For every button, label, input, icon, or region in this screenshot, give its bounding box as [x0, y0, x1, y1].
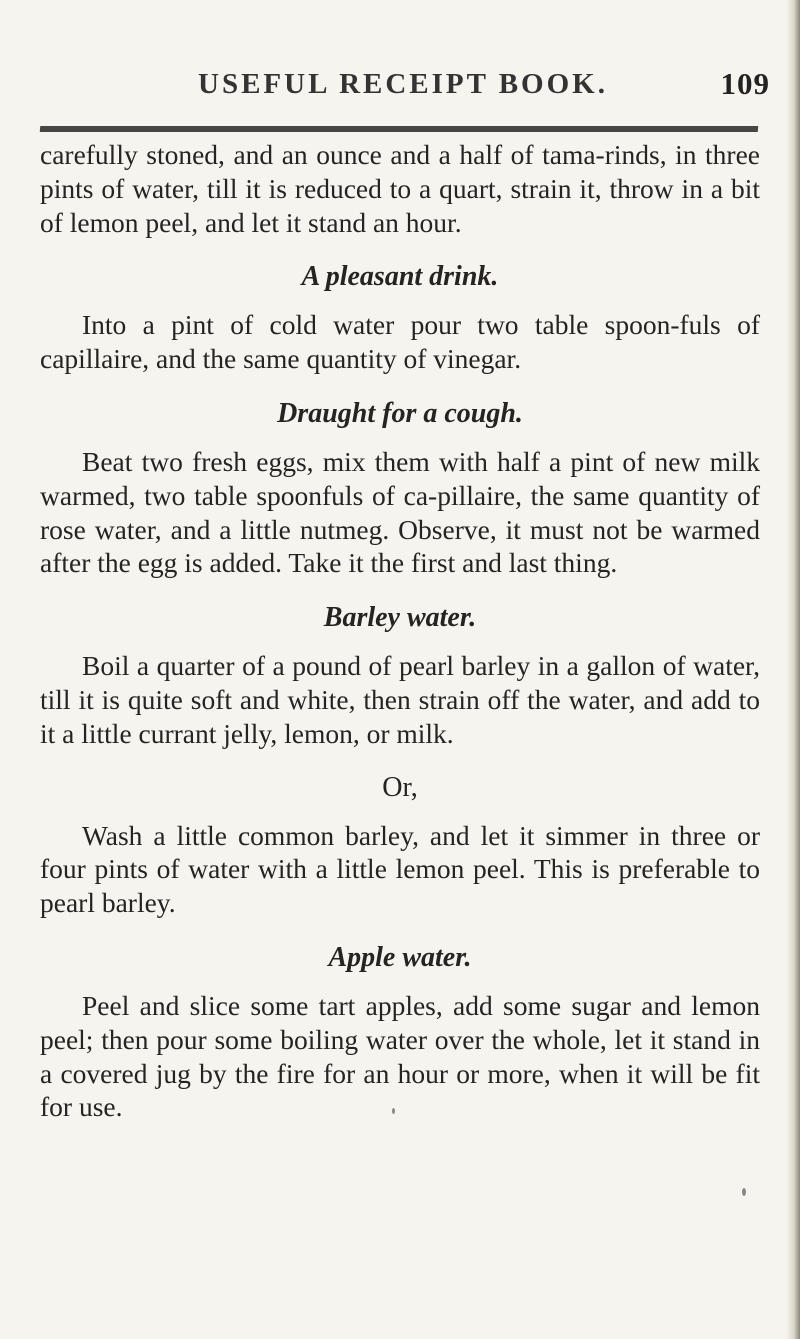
running-title: USEFUL RECEIPT BOOK. [198, 68, 608, 100]
page-right-edge-shadow [786, 0, 800, 1339]
apple-water-text: Peel and slice some tart apples, add some sugar and lemon peel; then pour some boiling water over the whole, let it stand in a covered jug by the fire for an hour or more, when it will be fit for use. [40, 989, 760, 1123]
header-rule [40, 126, 759, 132]
page-number: 109 [720, 66, 770, 101]
barley-alternative-text: Wash a little common barley, and let it simmer in three or four pints of water with a little lemon peel. This is preferable to pearl barley. [40, 819, 760, 919]
barley-water-title: Barley water. [323, 602, 477, 634]
pleasant-drink-text: Into a pint of cold water pour two table spoon-fuls of capillaire, and the same quantity of vinegar. [40, 309, 760, 375]
running-head [40, 68, 770, 110]
or-divider: Or, [382, 771, 418, 803]
barley-water-text: Boil a quarter of a pound of pearl barley in a gallon of water, till it is quite soft and white, then strain off the water, and add to it a little currant jelly, lemon, or milk. [40, 650, 760, 749]
paper-speck [392, 1108, 395, 1114]
pleasant-drink-title: A pleasant drink. [301, 261, 499, 293]
paper-speck [742, 1188, 746, 1196]
cough-draught-title: Draught for a cough. [277, 397, 523, 429]
continued-recipe-text: carefully stoned, and an ounce and a half of tama-rinds, in three pints of water, till it is reduced to a quart, strain it, throw in a bit of lemon peel, and let it stand an hour. [40, 139, 760, 238]
page-body [40, 138, 760, 1124]
cough-draught-text: Beat two fresh eggs, mix them with half a pint of new milk warmed, two table spoonfuls of ca-pillaire, the same quantity of rose water, and a little nutmeg. Observe, it must not be warmed after the egg is added. Take it the first and last thing. [40, 445, 760, 579]
apple-water-title: Apple water. [328, 941, 472, 973]
